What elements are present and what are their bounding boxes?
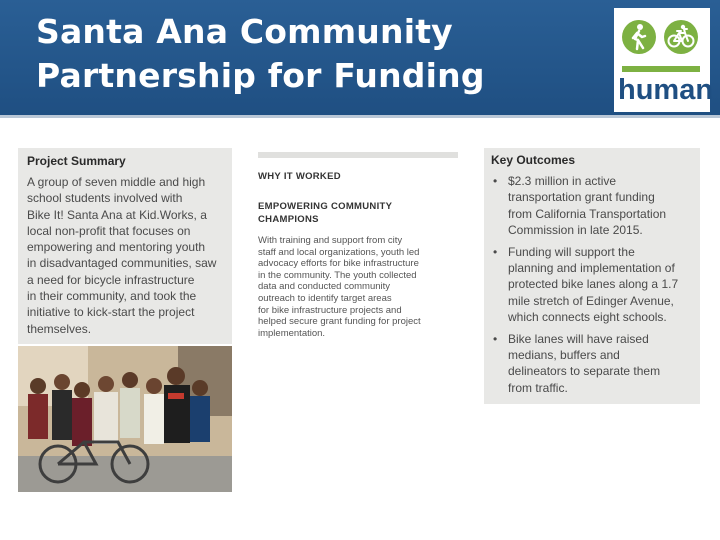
- subheading-line: CHAMPIONS: [258, 214, 319, 225]
- body-line: data and conducted community: [258, 281, 391, 293]
- list-item: [491, 331, 693, 397]
- summary-line: a need for bicycle infrastructure: [27, 272, 195, 287]
- body-line: implementation.: [258, 327, 326, 339]
- outcomes-list: [491, 173, 693, 396]
- key-outcomes-panel: [484, 148, 700, 404]
- body-line: in the community. The youth collected: [258, 269, 417, 281]
- page-title: [36, 10, 556, 98]
- why-it-worked-heading: WHY IT WORKED: [258, 171, 341, 182]
- summary-line: in disadvantaged communities, saw: [27, 256, 217, 271]
- summary-line: initiative to kick-start the project: [27, 305, 195, 320]
- outcome-line: Commission in late 2015.: [508, 223, 643, 238]
- why-it-worked-section: [258, 152, 458, 339]
- outcome-line: from California Transportation: [508, 206, 667, 221]
- subheading-line: EMPOWERING COMMUNITY: [258, 201, 393, 212]
- key-outcomes-heading: Key Outcomes: [491, 153, 576, 167]
- bicycle-icon: [664, 20, 698, 54]
- outcome-line: transportation grant funding: [508, 190, 655, 205]
- body-line: With training and support from city: [258, 235, 403, 246]
- logo-divider: [622, 66, 700, 72]
- pedestrian-icon: [622, 20, 656, 54]
- title-line: Santa Ana Community: [36, 12, 453, 51]
- project-summary-heading: Project Summary: [27, 154, 126, 168]
- title-banner: [0, 0, 720, 118]
- outcome-line: mile stretch of Edinger Avenue,: [508, 293, 674, 308]
- go-human-logo: [614, 8, 714, 112]
- outcome-line: from traffic.: [508, 380, 568, 395]
- summary-line: empowering and mentoring youth: [27, 240, 206, 255]
- outcome-line: $2.3 million in active: [508, 174, 617, 188]
- project-summary-panel: [18, 148, 232, 344]
- body-line: outreach to identify target areas: [258, 292, 392, 304]
- why-it-worked-text: [258, 235, 458, 339]
- summary-line: in their community, and took the: [27, 289, 197, 304]
- outcome-line: Funding will support the: [508, 244, 635, 259]
- list-item: [491, 244, 693, 326]
- outcome-line: Bike lanes will have raised: [508, 331, 649, 346]
- summary-line: themselves.: [27, 321, 92, 336]
- title-line: Partnership for Funding: [36, 56, 485, 95]
- logo-wordmark: human: [618, 74, 714, 106]
- project-summary-text: [27, 174, 223, 337]
- body-line: helped secure grant funding for project: [258, 316, 421, 328]
- outcome-line: medians, buffers and: [508, 348, 620, 363]
- summary-line: Bike It! Santa Ana at Kid.Works, a: [27, 207, 207, 222]
- body-line: for bike infrastructure projects and: [258, 304, 402, 316]
- empowering-champions-heading: [258, 200, 458, 226]
- summary-line: school students involved with: [27, 191, 183, 206]
- bullet: •: [493, 331, 498, 346]
- group-photo: [18, 346, 232, 492]
- outcome-line: protected bike lanes along a 1.7: [508, 277, 679, 292]
- bullet: •: [493, 174, 498, 188]
- summary-line: A group of seven middle and high: [27, 175, 206, 189]
- outcome-line: planning and implementation of: [508, 261, 675, 276]
- body-line: advocacy efforts for bike infrastructure: [258, 258, 419, 270]
- list-item: [491, 173, 693, 239]
- section-divider: [258, 152, 458, 158]
- body-line: staff and local organizations, youth led: [258, 246, 420, 258]
- summary-line: local non-profit that focuses on: [27, 223, 191, 238]
- outcome-line: which connects eight schools.: [508, 310, 667, 325]
- outcome-line: delineators to separate them: [508, 364, 661, 379]
- bullet: •: [493, 244, 498, 259]
